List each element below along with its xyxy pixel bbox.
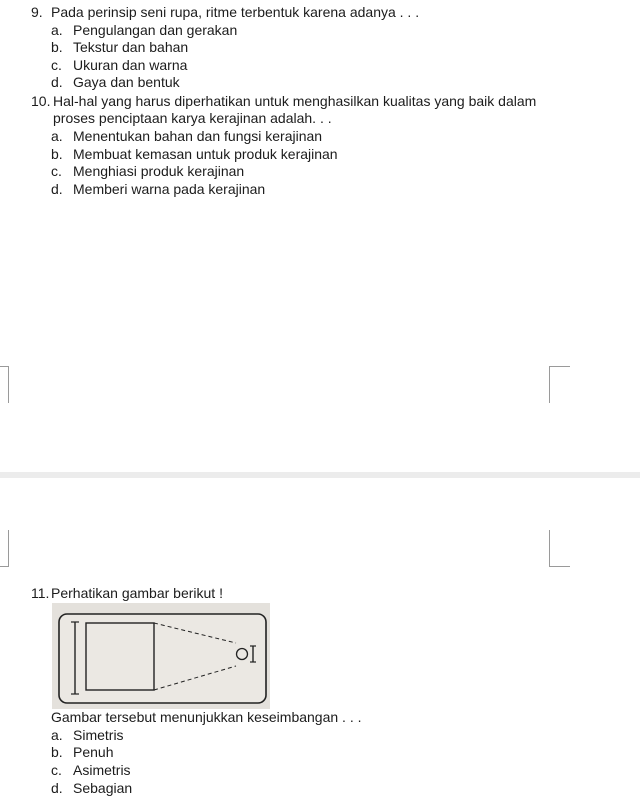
option-d[interactable]: d. Gaya dan bentuk: [51, 74, 180, 90]
option-d[interactable]: d. Sebagian: [51, 780, 133, 796]
option-b[interactable]: b. Penuh: [51, 744, 114, 760]
option-c[interactable]: c. Menghiasi produk kerajinan: [51, 163, 245, 179]
option-b[interactable]: b. Tekstur dan bahan: [51, 39, 189, 55]
option-c[interactable]: c. Ukuran dan warna: [51, 57, 188, 73]
option-a[interactable]: a. Simetris: [51, 727, 124, 743]
question-text: Perhatikan gambar berikut !: [51, 585, 223, 601]
option-d[interactable]: d. Memberi warna pada kerajinan: [51, 181, 266, 197]
question-number: 9.: [31, 4, 43, 20]
question-number: 10.: [31, 93, 51, 109]
option-c[interactable]: c. Asimetris: [51, 762, 131, 778]
option-a[interactable]: a. Pengulangan dan gerakan: [51, 22, 238, 38]
crop-mark-top-right: [549, 366, 570, 403]
figure-caption: Gambar tersebut menunjukkan keseimbangan . . .: [51, 709, 362, 725]
balance-figure: [52, 603, 270, 709]
option-b[interactable]: b. Membuat kemasan untuk produk kerajinan: [51, 146, 338, 162]
question-number: 11.: [31, 585, 50, 601]
question-text-line1: Hal-hal yang harus diperhatikan untuk menghasilkan kualitas yang baik dalam: [53, 93, 537, 109]
balance-figure-drawing: [52, 603, 270, 709]
question-text: Pada perinsip seni rupa, ritme terbentuk karena adanya . . .: [51, 4, 420, 20]
question-text-line2: proses penciptaan karya kerajinan adalah. . .: [53, 110, 332, 126]
crop-mark-bottom-right: [549, 530, 570, 567]
option-a[interactable]: a. Menentukan bahan dan fungsi kerajinan: [51, 128, 323, 144]
crop-mark-bottom-left: [0, 530, 9, 567]
crop-mark-top-left: [0, 366, 9, 403]
